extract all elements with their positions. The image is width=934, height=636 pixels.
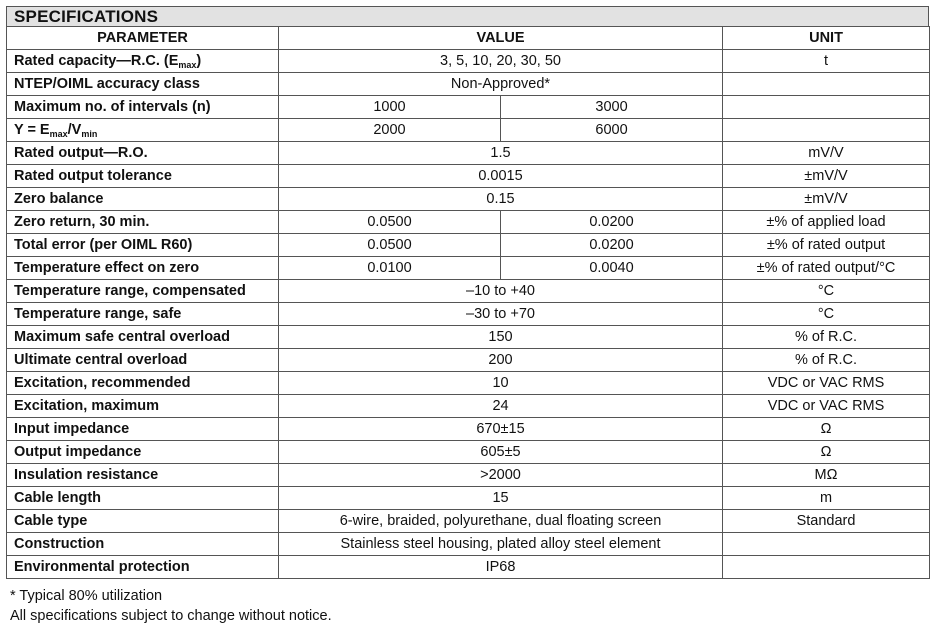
table-row bbox=[7, 464, 930, 487]
parameter-cell bbox=[7, 510, 279, 533]
header-value: VALUE bbox=[279, 27, 723, 50]
table-row bbox=[7, 280, 930, 303]
specifications-title: SPECIFICATIONS bbox=[6, 6, 929, 26]
header-unit: UNIT bbox=[723, 27, 930, 50]
parameter-cell bbox=[7, 556, 279, 579]
parameter-label: Ultimate central overload bbox=[14, 352, 188, 368]
table-row bbox=[7, 533, 930, 556]
footnote-disclaimer: All specifications subject to change without notice. bbox=[10, 608, 332, 624]
unit-cell: ±mV/V bbox=[723, 188, 930, 211]
unit-cell: % of R.C. bbox=[723, 326, 930, 349]
table-row bbox=[7, 556, 930, 579]
table-row bbox=[7, 395, 930, 418]
parameter-cell bbox=[7, 119, 279, 142]
value-cell: 0.0100 bbox=[279, 257, 501, 280]
table-row bbox=[7, 372, 930, 395]
header-parameter: PARAMETER bbox=[7, 27, 279, 50]
value-cell: 3, 5, 10, 20, 30, 50 bbox=[279, 50, 723, 73]
parameter-cell bbox=[7, 257, 279, 280]
value-cell: 200 bbox=[279, 349, 723, 372]
specifications-panel bbox=[6, 6, 929, 624]
unit-cell bbox=[723, 73, 930, 96]
unit-cell: % of R.C. bbox=[723, 349, 930, 372]
parameter-label: Temperature effect on zero bbox=[14, 260, 200, 276]
value-cell: Stainless steel housing, plated alloy steel element bbox=[279, 533, 723, 556]
value-cell: 1.5 bbox=[279, 142, 723, 165]
parameter-cell bbox=[7, 464, 279, 487]
table-row bbox=[7, 50, 930, 73]
specifications-body bbox=[7, 50, 930, 579]
table-row bbox=[7, 349, 930, 372]
value-cell: 0.0200 bbox=[501, 234, 723, 257]
specifications-table bbox=[6, 26, 930, 579]
parameter-cell bbox=[7, 303, 279, 326]
value-cell: 0.0500 bbox=[279, 211, 501, 234]
unit-cell: °C bbox=[723, 303, 930, 326]
value-cell: 2000 bbox=[279, 119, 501, 142]
parameter-label-tail: /V bbox=[67, 122, 82, 138]
value-cell: 1000 bbox=[279, 96, 501, 119]
parameter-label: Rated capacity—R.C. (E bbox=[14, 53, 179, 69]
parameter-cell bbox=[7, 73, 279, 96]
value-cell: IP68 bbox=[279, 556, 723, 579]
unit-cell: ±% of applied load bbox=[723, 211, 930, 234]
parameter-label: Output impedance bbox=[14, 444, 142, 460]
parameter-cell bbox=[7, 188, 279, 211]
value-cell: 3000 bbox=[501, 96, 723, 119]
parameter-cell bbox=[7, 234, 279, 257]
table-row bbox=[7, 119, 930, 142]
parameter-label: Environmental protection bbox=[14, 559, 190, 575]
parameter-cell bbox=[7, 142, 279, 165]
unit-cell: ±mV/V bbox=[723, 165, 930, 188]
parameter-cell bbox=[7, 280, 279, 303]
parameter-cell bbox=[7, 50, 279, 73]
unit-cell: Ω bbox=[723, 441, 930, 464]
value-cell: 15 bbox=[279, 487, 723, 510]
table-row bbox=[7, 142, 930, 165]
value-cell: Non-Approved* bbox=[279, 73, 723, 96]
table-row bbox=[7, 234, 930, 257]
parameter-label: Maximum no. of intervals (n) bbox=[14, 99, 211, 115]
parameter-label: Construction bbox=[14, 536, 105, 552]
table-row bbox=[7, 510, 930, 533]
value-cell: 0.15 bbox=[279, 188, 723, 211]
parameter-cell bbox=[7, 96, 279, 119]
value-cell: 0.0040 bbox=[501, 257, 723, 280]
parameter-subscript: min bbox=[81, 129, 98, 139]
unit-cell bbox=[723, 533, 930, 556]
parameter-label: NTEP/OIML accuracy class bbox=[14, 76, 200, 92]
parameter-cell bbox=[7, 349, 279, 372]
unit-cell: VDC or VAC RMS bbox=[723, 395, 930, 418]
unit-cell: mV/V bbox=[723, 142, 930, 165]
unit-cell: Standard bbox=[723, 510, 930, 533]
value-cell: 0.0500 bbox=[279, 234, 501, 257]
value-cell: 6-wire, braided, polyurethane, dual floating screen bbox=[279, 510, 723, 533]
table-row bbox=[7, 211, 930, 234]
value-cell: 670±15 bbox=[279, 418, 723, 441]
value-cell: 150 bbox=[279, 326, 723, 349]
unit-cell: ±% of rated output bbox=[723, 234, 930, 257]
value-cell: 605±5 bbox=[279, 441, 723, 464]
unit-cell: ±% of rated output/°C bbox=[723, 257, 930, 280]
parameter-subscript: max bbox=[178, 60, 197, 70]
table-row bbox=[7, 418, 930, 441]
table-row bbox=[7, 73, 930, 96]
unit-cell: °C bbox=[723, 280, 930, 303]
table-header-row bbox=[7, 27, 930, 50]
value-cell: 0.0015 bbox=[279, 165, 723, 188]
parameter-label: Cable type bbox=[14, 513, 88, 529]
unit-cell: VDC or VAC RMS bbox=[723, 372, 930, 395]
parameter-label: Temperature range, safe bbox=[14, 306, 182, 322]
footnote-utilization: * Typical 80% utilization bbox=[10, 588, 163, 604]
table-row bbox=[7, 257, 930, 280]
value-cell: >2000 bbox=[279, 464, 723, 487]
parameter-cell bbox=[7, 533, 279, 556]
parameter-label: Insulation resistance bbox=[14, 467, 159, 483]
parameter-label: Cable length bbox=[14, 490, 102, 506]
parameter-label: Rated output—R.O. bbox=[14, 145, 148, 161]
parameter-label: Excitation, maximum bbox=[14, 398, 160, 414]
parameter-label-tail: ) bbox=[196, 53, 202, 69]
table-row bbox=[7, 441, 930, 464]
parameter-label: Total error (per OIML R60) bbox=[14, 237, 193, 253]
parameter-cell bbox=[7, 165, 279, 188]
unit-cell: MΩ bbox=[723, 464, 930, 487]
unit-cell bbox=[723, 119, 930, 142]
parameter-cell bbox=[7, 372, 279, 395]
parameter-label: Zero return, 30 min. bbox=[14, 214, 150, 230]
parameter-cell bbox=[7, 441, 279, 464]
table-row bbox=[7, 165, 930, 188]
unit-cell bbox=[723, 556, 930, 579]
unit-cell: m bbox=[723, 487, 930, 510]
parameter-label: Temperature range, compensated bbox=[14, 283, 246, 299]
value-cell: 24 bbox=[279, 395, 723, 418]
parameter-cell bbox=[7, 395, 279, 418]
table-row bbox=[7, 303, 930, 326]
parameter-cell bbox=[7, 418, 279, 441]
parameter-cell bbox=[7, 487, 279, 510]
value-cell: 6000 bbox=[501, 119, 723, 142]
parameter-label: Maximum safe central overload bbox=[14, 329, 230, 345]
parameter-label: Rated output tolerance bbox=[14, 168, 172, 184]
table-row bbox=[7, 96, 930, 119]
parameter-label: Input impedance bbox=[14, 421, 130, 437]
value-cell: 10 bbox=[279, 372, 723, 395]
parameter-label: Excitation, recommended bbox=[14, 375, 191, 391]
value-cell: –30 to +70 bbox=[279, 303, 723, 326]
table-row bbox=[7, 326, 930, 349]
table-row bbox=[7, 487, 930, 510]
unit-cell: Ω bbox=[723, 418, 930, 441]
parameter-label: Y = E bbox=[14, 122, 50, 138]
value-cell: 0.0200 bbox=[501, 211, 723, 234]
unit-cell bbox=[723, 96, 930, 119]
unit-cell: t bbox=[723, 50, 930, 73]
parameter-label: Zero balance bbox=[14, 191, 104, 207]
parameter-subscript: max bbox=[49, 129, 68, 139]
table-row bbox=[7, 188, 930, 211]
value-cell: –10 to +40 bbox=[279, 280, 723, 303]
parameter-cell bbox=[7, 326, 279, 349]
parameter-cell bbox=[7, 211, 279, 234]
